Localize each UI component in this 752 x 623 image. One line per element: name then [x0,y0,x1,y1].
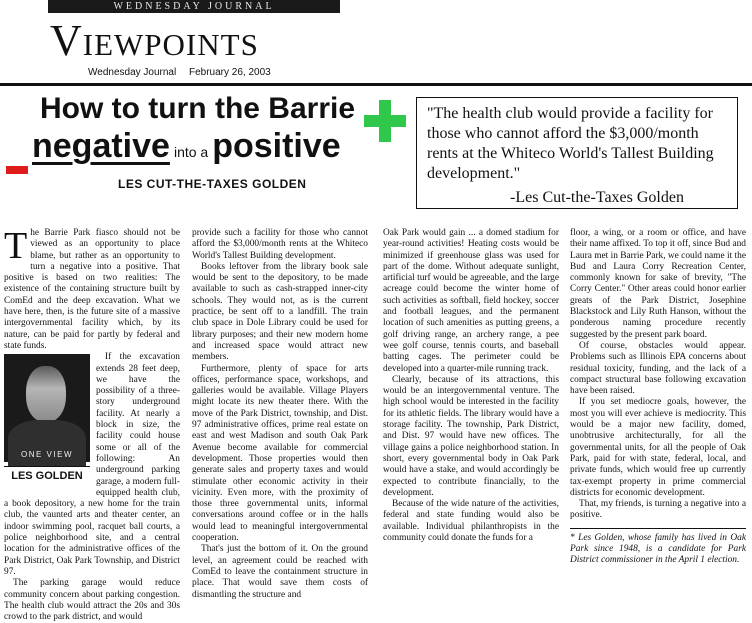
article-column-3 [383,228,559,600]
pull-quote [416,97,738,209]
article-column-1 [4,225,180,623]
article-paragraph: The parking garage would reduce community concern about parking congestion. The health club would attract the 20s and 30s crowd to the park district, and would [4,578,180,623]
pull-quote-text: "The health club would provide a facility for those who cannot afford the $3,000/month rents at the Whiteco World's Tallest Building development." [427,105,714,182]
headline-connector: into a [173,144,209,160]
pull-quote-attribution: -Les Cut-the-Taxes Golden [510,189,684,206]
article-paragraph: floor, a wing, or a room or office, and have their name affixed. To top it off, since Bud and Laura met in Barrie Park, we could name it the Bud and Laura Corry Recreation Center, commonly known for sake of brevity, "The Corry Center." Other areas could honor earlier greats of the Park District, Josephine Blackstock and Lily Ruth Hanson, without the ponderous naming procedure recently suggested by the present park board. [570,228,746,340]
article-paragraph: If you set mediocre goals, however, the most you will ever achieve is mediocrity. This would be a major new facility, domed, unobtrusive architecturally, for all the governmental units, for all the people of Oak Park, paid for with state, federal, local, and private funds, which would free up currently tax-exempt property in prime commercial districts for economic development. [570,397,746,498]
section-title: Viewpoints [50,16,259,65]
headline-byline: LES CUT-THE-TAXES GOLDEN [118,177,307,191]
minus-icon [6,166,28,174]
masthead-bar: WEDNESDAY JOURNAL [48,0,340,13]
author-photo [4,354,90,462]
author-photo-label: ONE VIEW [20,449,73,459]
author-name: LES GOLDEN [4,466,90,482]
plus-icon [364,100,406,142]
article-paragraph: If the excavation extends 28 feet deep, we have the possibility of a three-story underground facility. At nearly a block in size, the facility could house some or all of the following: An underground parking garage, a modern full-equipped health club, a book depository, a new home for the train club, the vaunted arts and theater center, an indoor swimming pool, racquet ball courts, a police neighborhood site, and a central location for the administrative offices of the Park District, Oak Park Township, and District 97. [4,352,180,577]
article-column-2 [192,228,368,600]
publication-name: Wednesday Journal [88,67,177,78]
headline-line-1: How to turn the Barrie [40,92,356,125]
headline-line-2 [32,128,341,164]
article-paragraph: That, my friends, is turning a negative into a positive. [570,499,746,521]
headline-positive-word: positive [212,127,341,165]
paragraph-text: he Barrie Park fiasco should not be viewed as an opportunity to place blame, but rather as an opportunity to turn a negative into a positive. That positive is based on two realities: The existence of the containing structure built by ComEd and the deep excavation. What we have here, then, is the future site of a massive intergovernmental facility which, by its nature, can be paid for partly by federal and state funds. [4,228,180,351]
article-paragraph: Because of the wide nature of the activities, federal and state funding would also be available. Individual philanthropists in the community could donate the funds for a [383,499,559,544]
article-paragraph: Books leftover from the library book sale would be sent to the depository, to be made available to such as cash-strapped inner-city schools. They would not, as is the current practice, be sent off to a landfill. The train club space in Dole Library could be used for library purposes; and their new modern home and increased space would attract new members. [192,261,368,363]
dateline [88,67,271,78]
section-rule [0,83,752,86]
article-paragraph: That's just the bottom of it. On the ground level, an agreement could be reached with ComEd to leave the containment structure in place. That would save them costs of dismantling the structure and [192,544,368,600]
publication-date: February 26, 2003 [188,67,271,78]
article-paragraph [4,225,180,352]
article-paragraph: Of course, obstacles would appear. Problems such as Illinois EPA concerns about residual toxicity, funding, and the lack of a compact structural base following excavation have been raised. [570,340,746,397]
headline-negative-word: negative [32,127,170,165]
article-paragraph: Furthermore, plenty of space for arts offices, performance space, workshops, and galleries would be available. Village Players might locate its new theater there. With the move of the Park District, township, and Dist. 97 administrative offices, prime real estate on east and west Madison and south Oak Park Avenue become available for commercial development. Those properties would then generate sales and property taxes and would stimulate other economic activity in their vicinity. Even more, with the proximity of those three governmental units, informal conversations around coffee or in the halls would lead to meaningful intergovernmental cooperation. [192,363,368,544]
author-box [4,354,90,494]
article-paragraph: Clearly, because of its attractions, this would be an intergovernmental venture. The high school would be interested in the facility for its athletic fields. The library would have a storage facility. The township, Park District, and Dist. 97 would have new offices. The village gains a police neighborhood station. In short, every governmental body in Oak Park would have a stake, and would accordingly be expected to contribute financially, to the development. [383,374,559,498]
article-paragraph: provide such a facility for those who cannot afford the $3,000/month rents at the Whiteco World's Tallest Building development. [192,228,368,261]
author-footnote: * Les Golden, whose family has lived in Oak Park since 1948, is a candidate for Park District commissioner in the April 1 election. [570,528,746,567]
drop-cap: T [4,225,28,267]
article-column-4 [570,228,746,600]
article-paragraph: Oak Park would gain ... a domed stadium for year-round activities! Heating costs would be minimized if greenhouse glass was used for part of the dome. Without adequate sunlight, artificial turf would be agreeable, and the large acreage could become the winter home of such activities as softball, field hockey, soccer and football leagues, and the permanent location of such amenities as putting greens, a golf driving range, an archery range, a pee wee golf course, tennis courts, and baseball batting cages. The perimeter could be developed into a quarter-mile running track. [383,228,559,374]
